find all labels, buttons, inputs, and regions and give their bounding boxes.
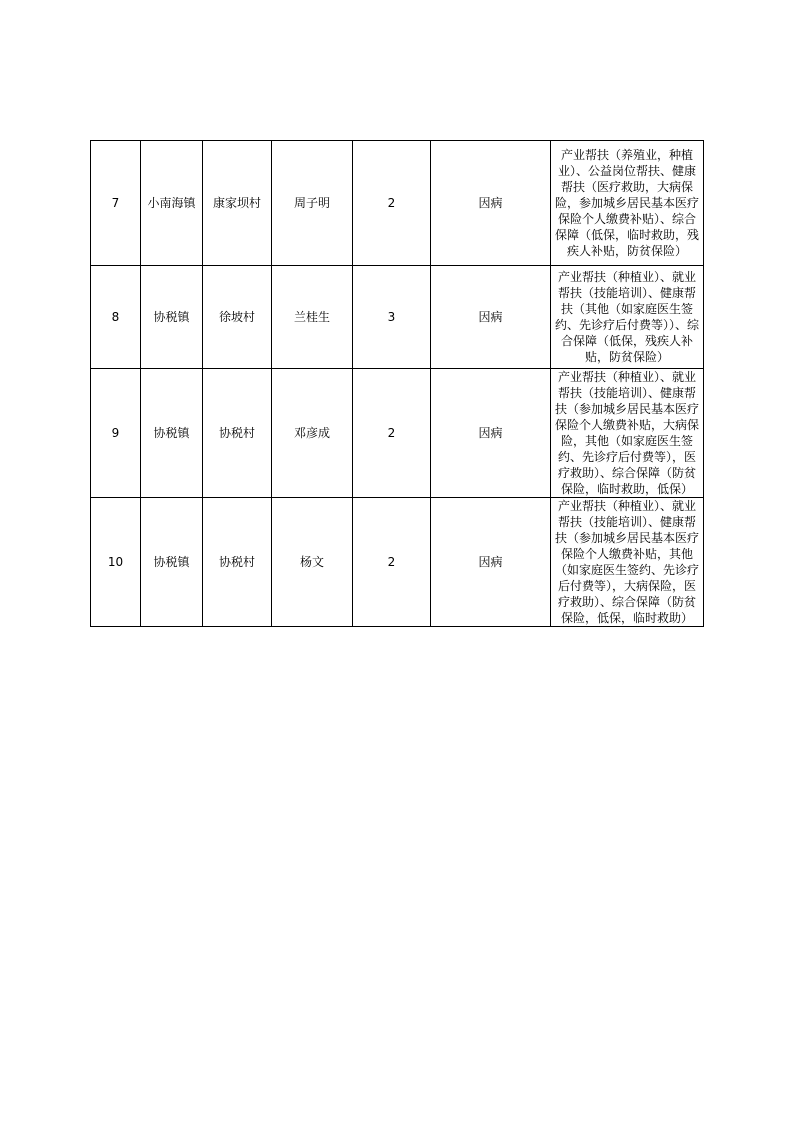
assistance-measures-cell: 产业帮扶（养殖业，种植业）、公益岗位帮扶、健康帮扶（医疗救助，大病保险，参加城乡居民基本医疗保险个人缴费补贴）、综合保障（低保，临时救助，残疾人补贴，防贫保险） bbox=[551, 141, 704, 266]
row-number: 7 bbox=[91, 141, 141, 266]
household-size-cell: 2 bbox=[353, 498, 431, 627]
household-assistance-table bbox=[90, 140, 704, 627]
table-row bbox=[91, 141, 704, 266]
household-size-cell: 3 bbox=[353, 266, 431, 369]
town-cell: 协税镇 bbox=[141, 369, 203, 498]
village-cell: 徐坡村 bbox=[203, 266, 272, 369]
household-size-cell: 2 bbox=[353, 369, 431, 498]
assistance-measures-cell: 产业帮扶（种植业）、就业帮扶（技能培训）、健康帮扶（参加城乡居民基本医疗保险个人缴费补贴，其他（如家庭医生签约、先诊疗后付费等），大病保险，医疗救助）、综合保障（防贫保险，低保，临时救助） bbox=[551, 498, 704, 627]
row-number: 9 bbox=[91, 369, 141, 498]
name-cell: 周子明 bbox=[272, 141, 353, 266]
household-size-cell: 2 bbox=[353, 141, 431, 266]
town-cell: 小南海镇 bbox=[141, 141, 203, 266]
table-row bbox=[91, 498, 704, 627]
town-cell: 协税镇 bbox=[141, 266, 203, 369]
row-number: 10 bbox=[91, 498, 141, 627]
row-number: 8 bbox=[91, 266, 141, 369]
village-cell: 协税村 bbox=[203, 369, 272, 498]
poverty-reason-cell: 因病 bbox=[431, 369, 551, 498]
name-cell: 邓彦成 bbox=[272, 369, 353, 498]
poverty-reason-cell: 因病 bbox=[431, 266, 551, 369]
village-cell: 协税村 bbox=[203, 498, 272, 627]
poverty-reason-cell: 因病 bbox=[431, 141, 551, 266]
village-cell: 康家坝村 bbox=[203, 141, 272, 266]
poverty-reason-cell: 因病 bbox=[431, 498, 551, 627]
assistance-measures-cell: 产业帮扶（种植业）、就业帮扶（技能培训）、健康帮扶（参加城乡居民基本医疗保险个人缴费补贴，大病保险，其他（如家庭医生签约、先诊疗后付费等），医疗救助）、综合保障（防贫保险，临时救助，低保） bbox=[551, 369, 704, 498]
table-row bbox=[91, 266, 704, 369]
name-cell: 杨文 bbox=[272, 498, 353, 627]
table-row bbox=[91, 369, 704, 498]
name-cell: 兰桂生 bbox=[272, 266, 353, 369]
assistance-measures-cell: 产业帮扶（种植业）、就业帮扶（技能培训）、健康帮扶（其他（如家庭医生签约、先诊疗后付费等））、综合保障（低保，残疾人补贴，防贫保险） bbox=[551, 266, 704, 369]
town-cell: 协税镇 bbox=[141, 498, 203, 627]
